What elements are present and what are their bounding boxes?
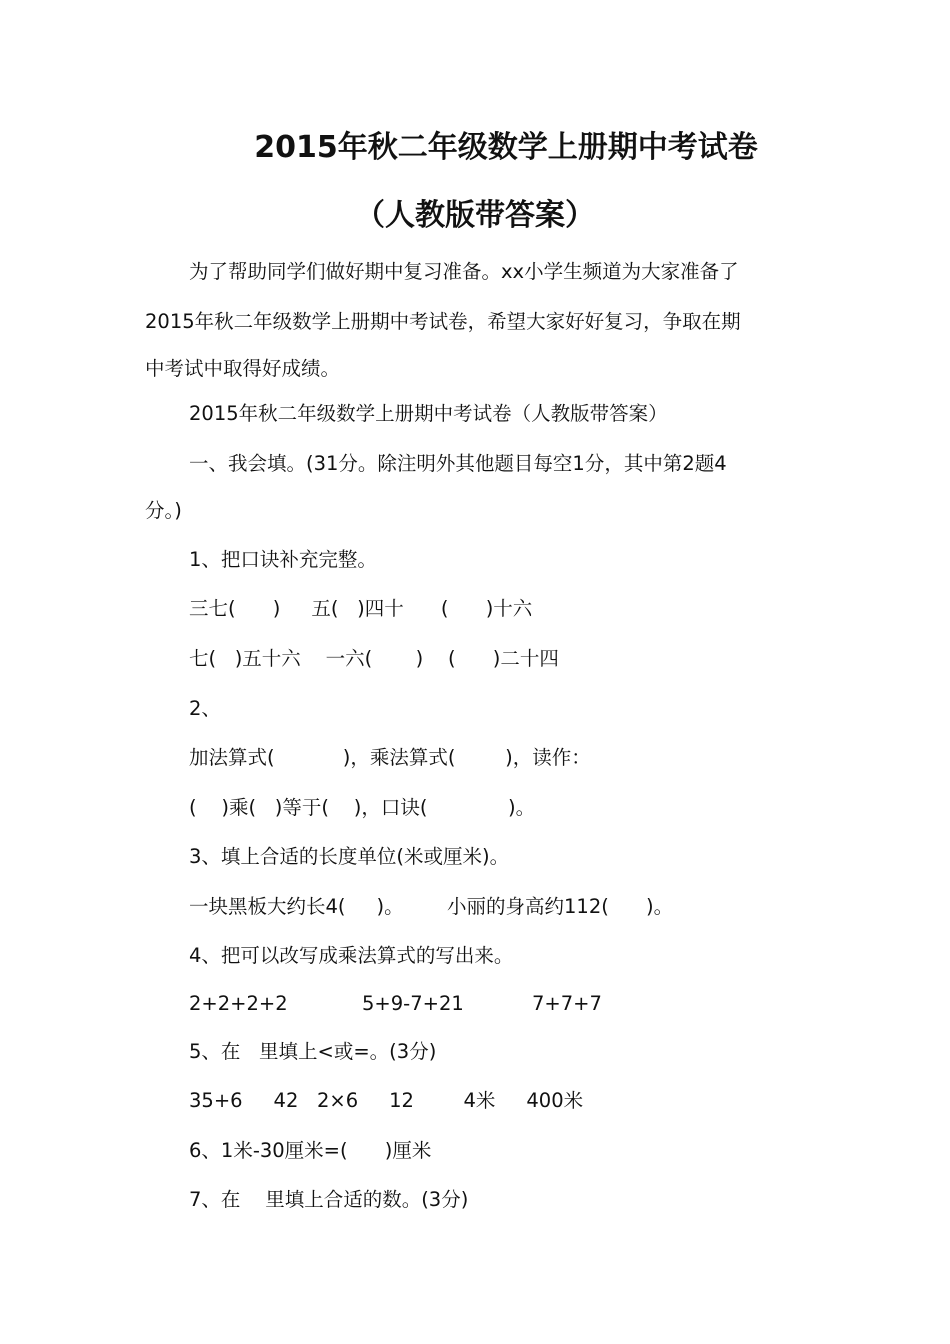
question-3-line-1: 一块黑板大约长4( )。 小丽的身高约112( )。 xyxy=(189,895,674,918)
question-4-line-1: 2+2+2+2 5+9-7+21 7+7+7 xyxy=(189,992,602,1015)
section1-heading-line-1: 一、我会填。(31分。除注明外其他题目每空1分，其中第2题4 xyxy=(189,452,727,475)
question-3-title: 3、填上合适的长度单位(米或厘米)。 xyxy=(189,845,510,868)
question-1-title: 1、把口诀补充完整。 xyxy=(189,548,377,571)
question-2-line-2: ( )乘( )等于( )，口诀( )。 xyxy=(189,796,536,819)
question-1-line-2: 七( )五十六 一六( ) ( )二十四 xyxy=(189,647,559,670)
document-subtitle-edition: （人教版带答案） xyxy=(355,198,595,233)
section1-heading-line-2: 分。) xyxy=(145,499,182,522)
intro-paragraph-line-1: 为了帮助同学们做好期中复习准备。xx小学生频道为大家准备了 xyxy=(189,260,739,283)
question-4-title: 4、把可以改写成乘法算式的写出来。 xyxy=(189,944,514,967)
question-2-line-1: 加法算式( )，乘法算式( )，读作： xyxy=(189,746,591,769)
question-2-title: 2、 xyxy=(189,697,221,720)
question-7-title: 7、在 里填上合适的数。(3分) xyxy=(189,1188,469,1211)
document-title: 2015年秋二年级数学上册期中考试卷 xyxy=(254,130,758,165)
intro-paragraph-line-3: 中考试中取得好成绩。 xyxy=(145,357,341,380)
question-5-title: 5、在 里填上<或=。(3分) xyxy=(189,1040,437,1063)
question-1-line-1: 三七( ) 五( )四十 ( )十六 xyxy=(189,597,533,620)
intro-paragraph-line-2: 2015年秋二年级数学上册期中考试卷，希望大家好好复习，争取在期 xyxy=(145,310,741,333)
question-6-title: 6、1米-30厘米=( )厘米 xyxy=(189,1139,432,1162)
exam-subtitle: 2015年秋二年级数学上册期中考试卷（人教版带答案） xyxy=(189,402,668,425)
question-5-line-1: 35+6 42 2×6 12 4米 400米 xyxy=(189,1089,584,1112)
